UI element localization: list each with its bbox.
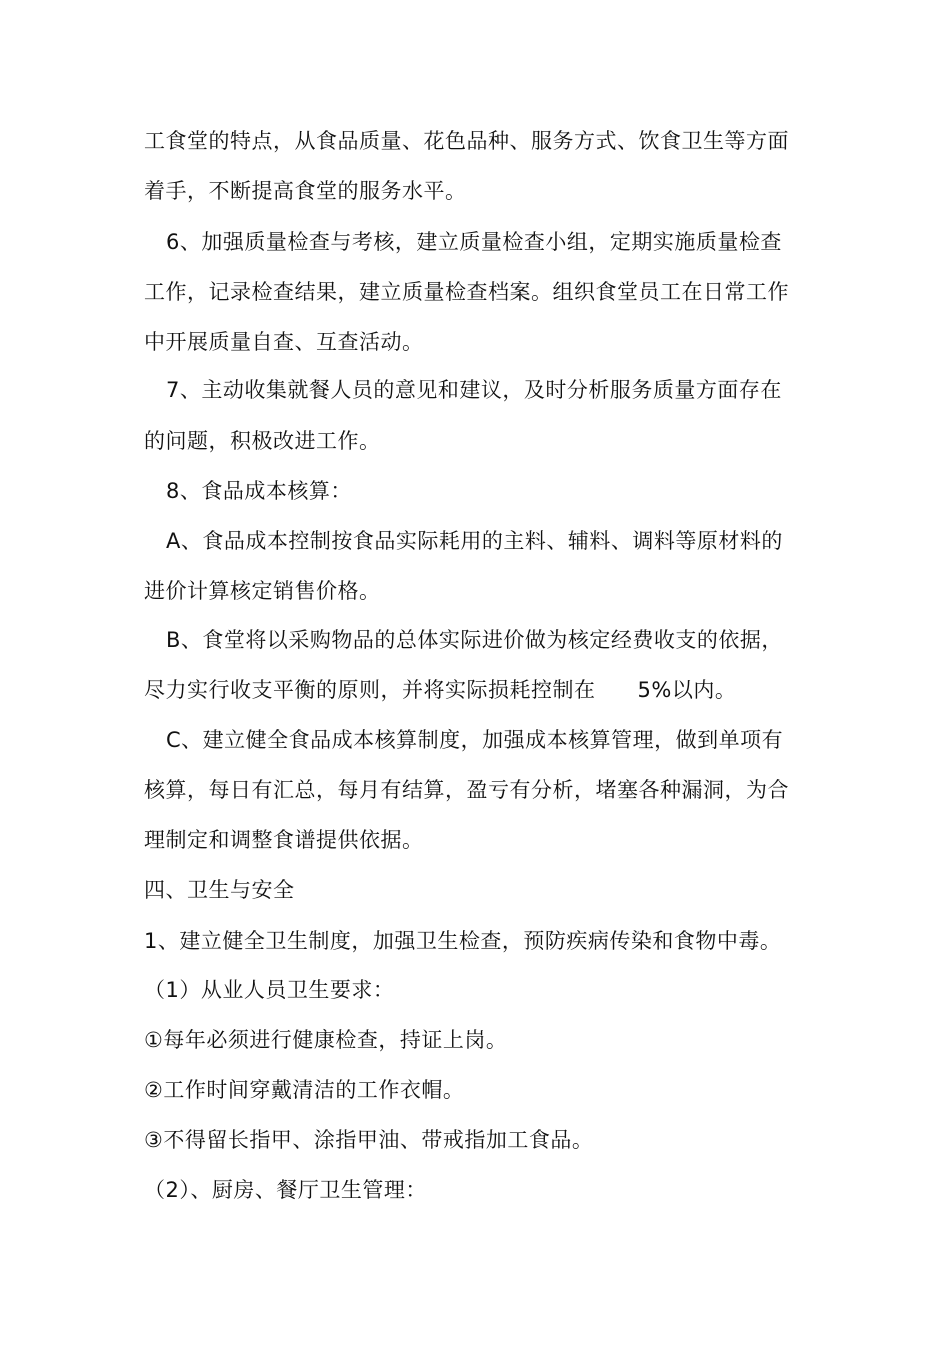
paragraph-line: B、食堂将以采购物品的总体实际进价做为核定经费收支的依据， (166, 628, 783, 652)
paragraph-line: 理制定和调整食谱提供依据。 (144, 828, 424, 852)
percentage-text: 5%以内。 (637, 678, 737, 702)
list-item: ①每年必须进行健康检查，持证上岗。 (144, 1028, 508, 1052)
list-item: ③不得留长指甲、涂指甲油、带戒指加工食品。 (144, 1128, 594, 1152)
paragraph-line: 的问题，积极改进工作。 (144, 429, 381, 453)
paragraph-line: 核算，每日有汇总，每月有结算，盈亏有分析，堵塞各种漏洞，为合 (144, 778, 789, 802)
paragraph-line: （1）从业人员卫生要求： (144, 978, 395, 1002)
paragraph-line: 6、加强质量检查与考核，建立质量检查小组，定期实施质量检查 (166, 230, 782, 254)
paragraph-line: C、建立健全食品成本核算制度，加强成本核算管理，做到单项有 (166, 728, 784, 752)
list-item: ②工作时间穿戴清洁的工作衣帽。 (144, 1078, 465, 1102)
paragraph-line: （2）、厨房、餐厅卫生管理： (144, 1178, 427, 1202)
paragraph-line (144, 676, 736, 704)
paragraph-line: 8、食品成本核算： (166, 479, 352, 503)
paragraph-line: 进价计算核定销售价格。 (144, 579, 381, 603)
paragraph-line: 7、主动收集就餐人员的意见和建议，及时分析服务质量方面存在 (166, 378, 782, 402)
paragraph-line: 工作，记录检查结果，建立质量检查档案。组织食堂员工在日常工作 (144, 280, 789, 304)
paragraph-line: 中开展质量自查、互查活动。 (144, 330, 424, 354)
paragraph-line: 1、建立健全卫生制度，加强卫生检查，预防疾病传染和食物中毒。 (144, 929, 782, 953)
section-heading: 四、卫生与安全 (144, 878, 295, 902)
paragraph-line: A、食品成本控制按食品实际耗用的主料、辅料、调料等原材料的 (166, 529, 783, 553)
paragraph-line: 工食堂的特点，从食品质量、花色品种、服务方式、饮食卫生等方面 (144, 129, 789, 153)
paragraph-text: 尽力实行收支平衡的原则，并将实际损耗控制在 (144, 678, 596, 702)
paragraph-line: 着手，不断提高食堂的服务水平。 (144, 179, 467, 203)
